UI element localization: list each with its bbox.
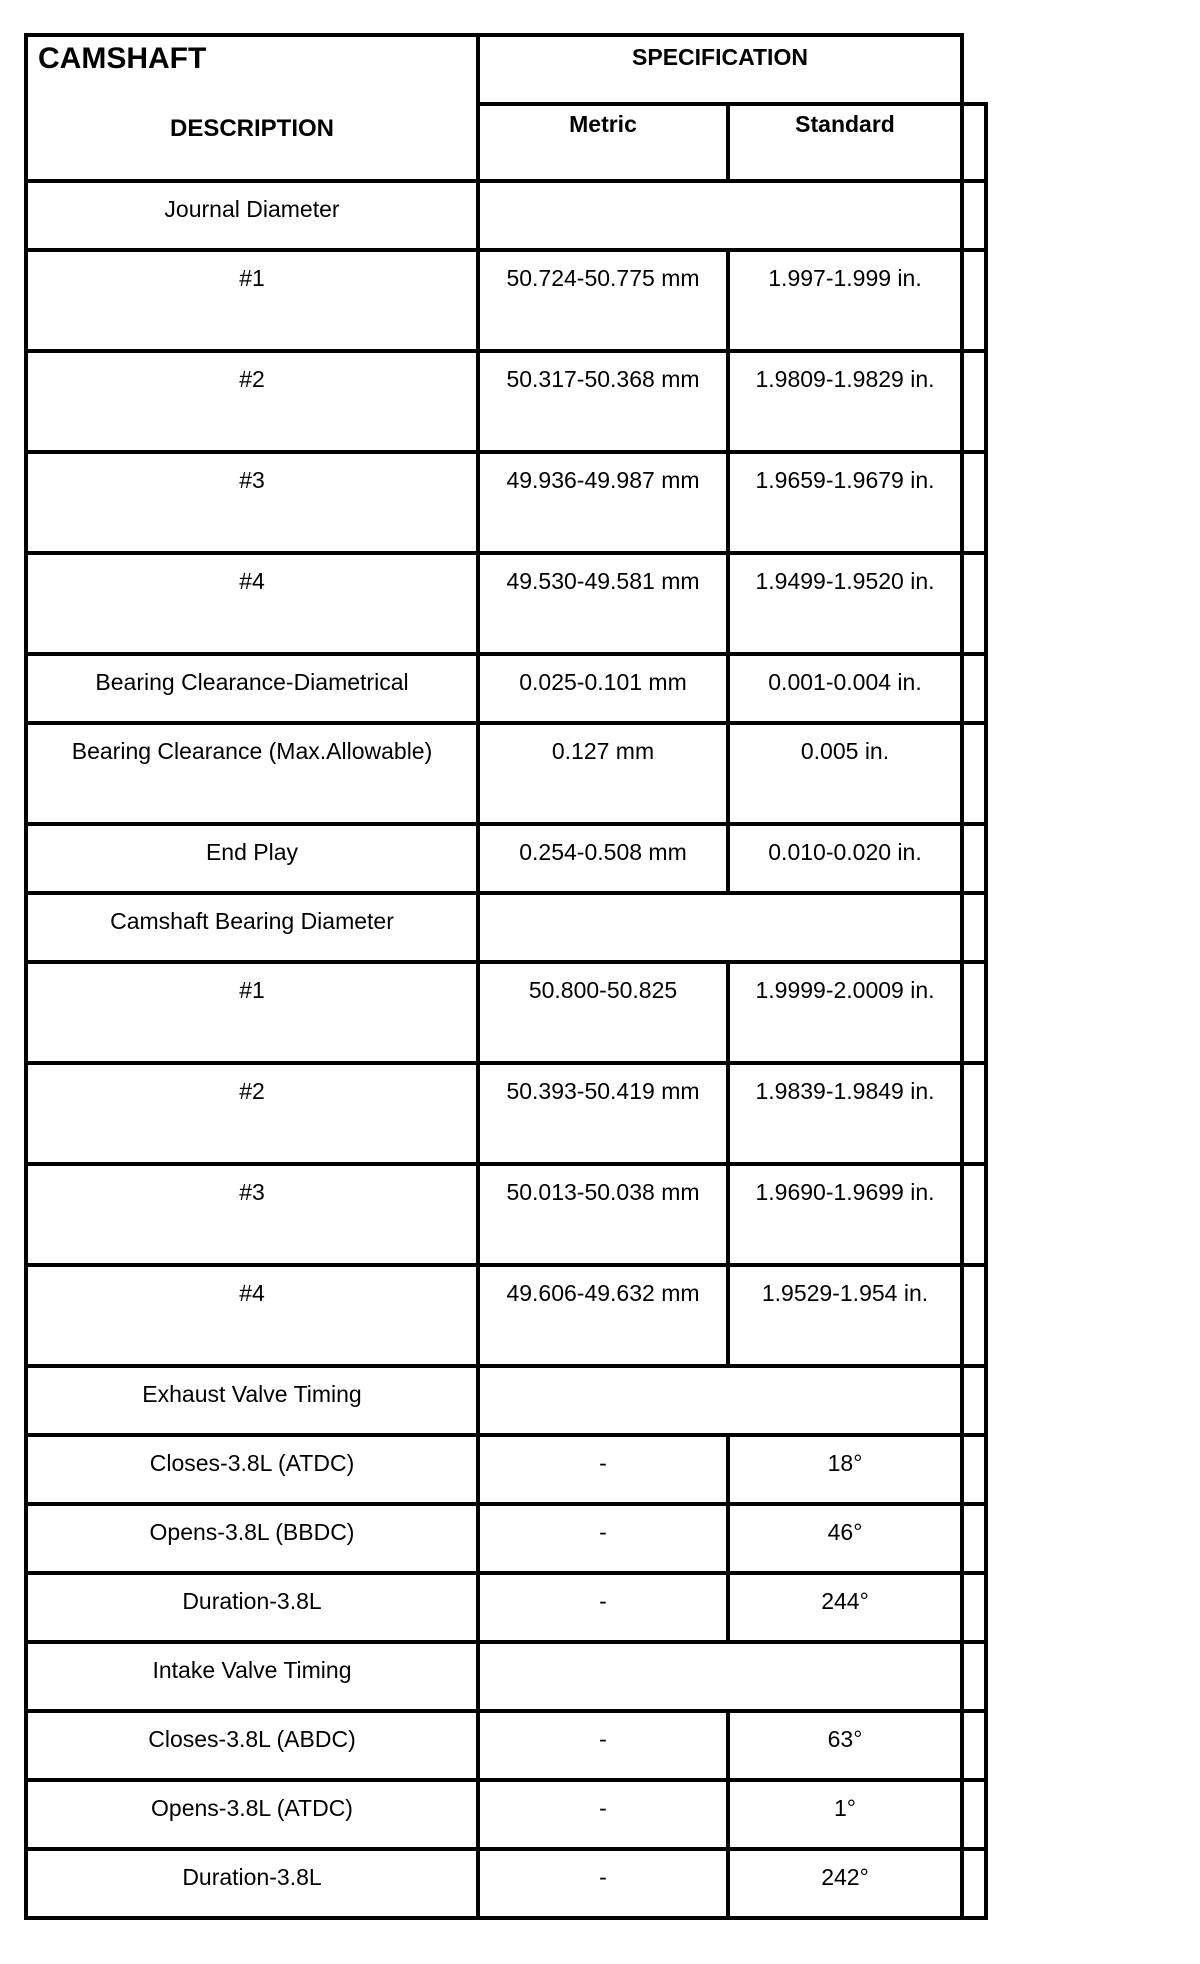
table-row — [26, 1504, 986, 1573]
description-cell: Camshaft Bearing Diameter — [26, 893, 478, 962]
description-cell: #4 — [26, 553, 478, 654]
description-cell: Opens-3.8L (BBDC) — [26, 1504, 478, 1573]
empty-spec-cell — [478, 1642, 962, 1711]
standard-cell: 1.9659-1.9679 in. — [728, 452, 962, 553]
table-row — [26, 1573, 986, 1642]
standard-cell: 1.9690-1.9699 in. — [728, 1164, 962, 1265]
spacer-cell — [962, 893, 986, 962]
spacer-cell — [962, 1063, 986, 1164]
metric-cell: - — [478, 1435, 728, 1504]
specification-header: SPECIFICATION — [478, 35, 962, 104]
metric-cell: - — [478, 1504, 728, 1573]
metric-cell: 49.530-49.581 mm — [478, 553, 728, 654]
description-cell: Intake Valve Timing — [26, 1642, 478, 1711]
table-row — [26, 723, 986, 824]
description-header-cell — [26, 35, 478, 181]
spacer-cell — [962, 181, 986, 250]
table-row — [26, 1164, 986, 1265]
section-row — [26, 1642, 986, 1711]
standard-cell: 0.010-0.020 in. — [728, 824, 962, 893]
spacer-cell — [962, 1435, 986, 1504]
spacer-cell — [962, 553, 986, 654]
description-cell: Closes-3.8L (ABDC) — [26, 1711, 478, 1780]
description-cell: Bearing Clearance (Max.Allowable) — [26, 723, 478, 824]
standard-cell: 1.9529-1.954 in. — [728, 1265, 962, 1366]
standard-cell: 46° — [728, 1504, 962, 1573]
empty-corner — [962, 35, 986, 104]
metric-cell: 49.606-49.632 mm — [478, 1265, 728, 1366]
description-cell: #1 — [26, 962, 478, 1063]
metric-cell: 0.254-0.508 mm — [478, 824, 728, 893]
standard-cell: 1.9499-1.9520 in. — [728, 553, 962, 654]
table-row — [26, 351, 986, 452]
table-row — [26, 1435, 986, 1504]
spacer-cell — [962, 1265, 986, 1366]
metric-cell: - — [478, 1573, 728, 1642]
header-row — [26, 35, 986, 104]
section-row — [26, 1366, 986, 1435]
metric-cell: 0.127 mm — [478, 723, 728, 824]
description-cell: #3 — [26, 452, 478, 553]
table-row — [26, 1711, 986, 1780]
spacer-cell — [962, 104, 986, 181]
section-row — [26, 181, 986, 250]
metric-cell: - — [478, 1711, 728, 1780]
metric-cell: 50.800-50.825 — [478, 962, 728, 1063]
spacer-cell — [962, 654, 986, 723]
description-cell: Opens-3.8L (ATDC) — [26, 1780, 478, 1849]
description-header: DESCRIPTION — [169, 115, 334, 142]
description-cell: #4 — [26, 1265, 478, 1366]
standard-cell: 0.005 in. — [728, 723, 962, 824]
description-cell: #1 — [26, 250, 478, 351]
description-cell: Duration-3.8L — [26, 1573, 478, 1642]
description-cell: Duration-3.8L — [26, 1849, 478, 1918]
empty-spec-cell — [478, 1366, 962, 1435]
metric-cell: 50.724-50.775 mm — [478, 250, 728, 351]
table-row — [26, 1063, 986, 1164]
table-row — [26, 1265, 986, 1366]
standard-cell: 1.9809-1.9829 in. — [728, 351, 962, 452]
camshaft-spec-table — [24, 33, 988, 1920]
spacer-cell — [962, 1504, 986, 1573]
metric-cell: - — [478, 1780, 728, 1849]
metric-cell: 0.025-0.101 mm — [478, 654, 728, 723]
description-cell: #3 — [26, 1164, 478, 1265]
spacer-cell — [962, 962, 986, 1063]
standard-cell: 1° — [728, 1780, 962, 1849]
description-cell: End Play — [26, 824, 478, 893]
spacer-cell — [962, 824, 986, 893]
table-row — [26, 553, 986, 654]
standard-cell: 63° — [728, 1711, 962, 1780]
metric-cell: 50.317-50.368 mm — [478, 351, 728, 452]
standard-cell: 1.9839-1.9849 in. — [728, 1063, 962, 1164]
standard-cell: 244° — [728, 1573, 962, 1642]
spacer-cell — [962, 1849, 986, 1918]
description-cell: #2 — [26, 351, 478, 452]
metric-cell: 50.013-50.038 mm — [478, 1164, 728, 1265]
standard-cell: 0.001-0.004 in. — [728, 654, 962, 723]
standard-cell: 242° — [728, 1849, 962, 1918]
description-cell: Closes-3.8L (ATDC) — [26, 1435, 478, 1504]
description-cell: Bearing Clearance-Diametrical — [26, 654, 478, 723]
table-row — [26, 824, 986, 893]
table-row — [26, 1849, 986, 1918]
metric-cell: 50.393-50.419 mm — [478, 1063, 728, 1164]
spacer-cell — [962, 1366, 986, 1435]
table-row — [26, 1780, 986, 1849]
empty-spec-cell — [478, 181, 962, 250]
section-row — [26, 893, 986, 962]
description-cell: Exhaust Valve Timing — [26, 1366, 478, 1435]
empty-spec-cell — [478, 893, 962, 962]
spacer-cell — [962, 351, 986, 452]
spacer-cell — [962, 1780, 986, 1849]
metric-cell: 49.936-49.987 mm — [478, 452, 728, 553]
table-row — [26, 654, 986, 723]
table-title: CAMSHAFT — [38, 42, 207, 75]
standard-cell: 1.997-1.999 in. — [728, 250, 962, 351]
spacer-cell — [962, 250, 986, 351]
standard-header: Standard — [728, 104, 962, 181]
metric-cell: - — [478, 1849, 728, 1918]
spacer-cell — [962, 452, 986, 553]
standard-cell: 1.9999-2.0009 in. — [728, 962, 962, 1063]
spacer-cell — [962, 723, 986, 824]
standard-cell: 18° — [728, 1435, 962, 1504]
spacer-cell — [962, 1573, 986, 1642]
metric-header: Metric — [478, 104, 728, 181]
description-cell: Journal Diameter — [26, 181, 478, 250]
spacer-cell — [962, 1711, 986, 1780]
description-cell: #2 — [26, 1063, 478, 1164]
spacer-cell — [962, 1164, 986, 1265]
table-row — [26, 250, 986, 351]
table-row — [26, 452, 986, 553]
table-row — [26, 962, 986, 1063]
spacer-cell — [962, 1642, 986, 1711]
